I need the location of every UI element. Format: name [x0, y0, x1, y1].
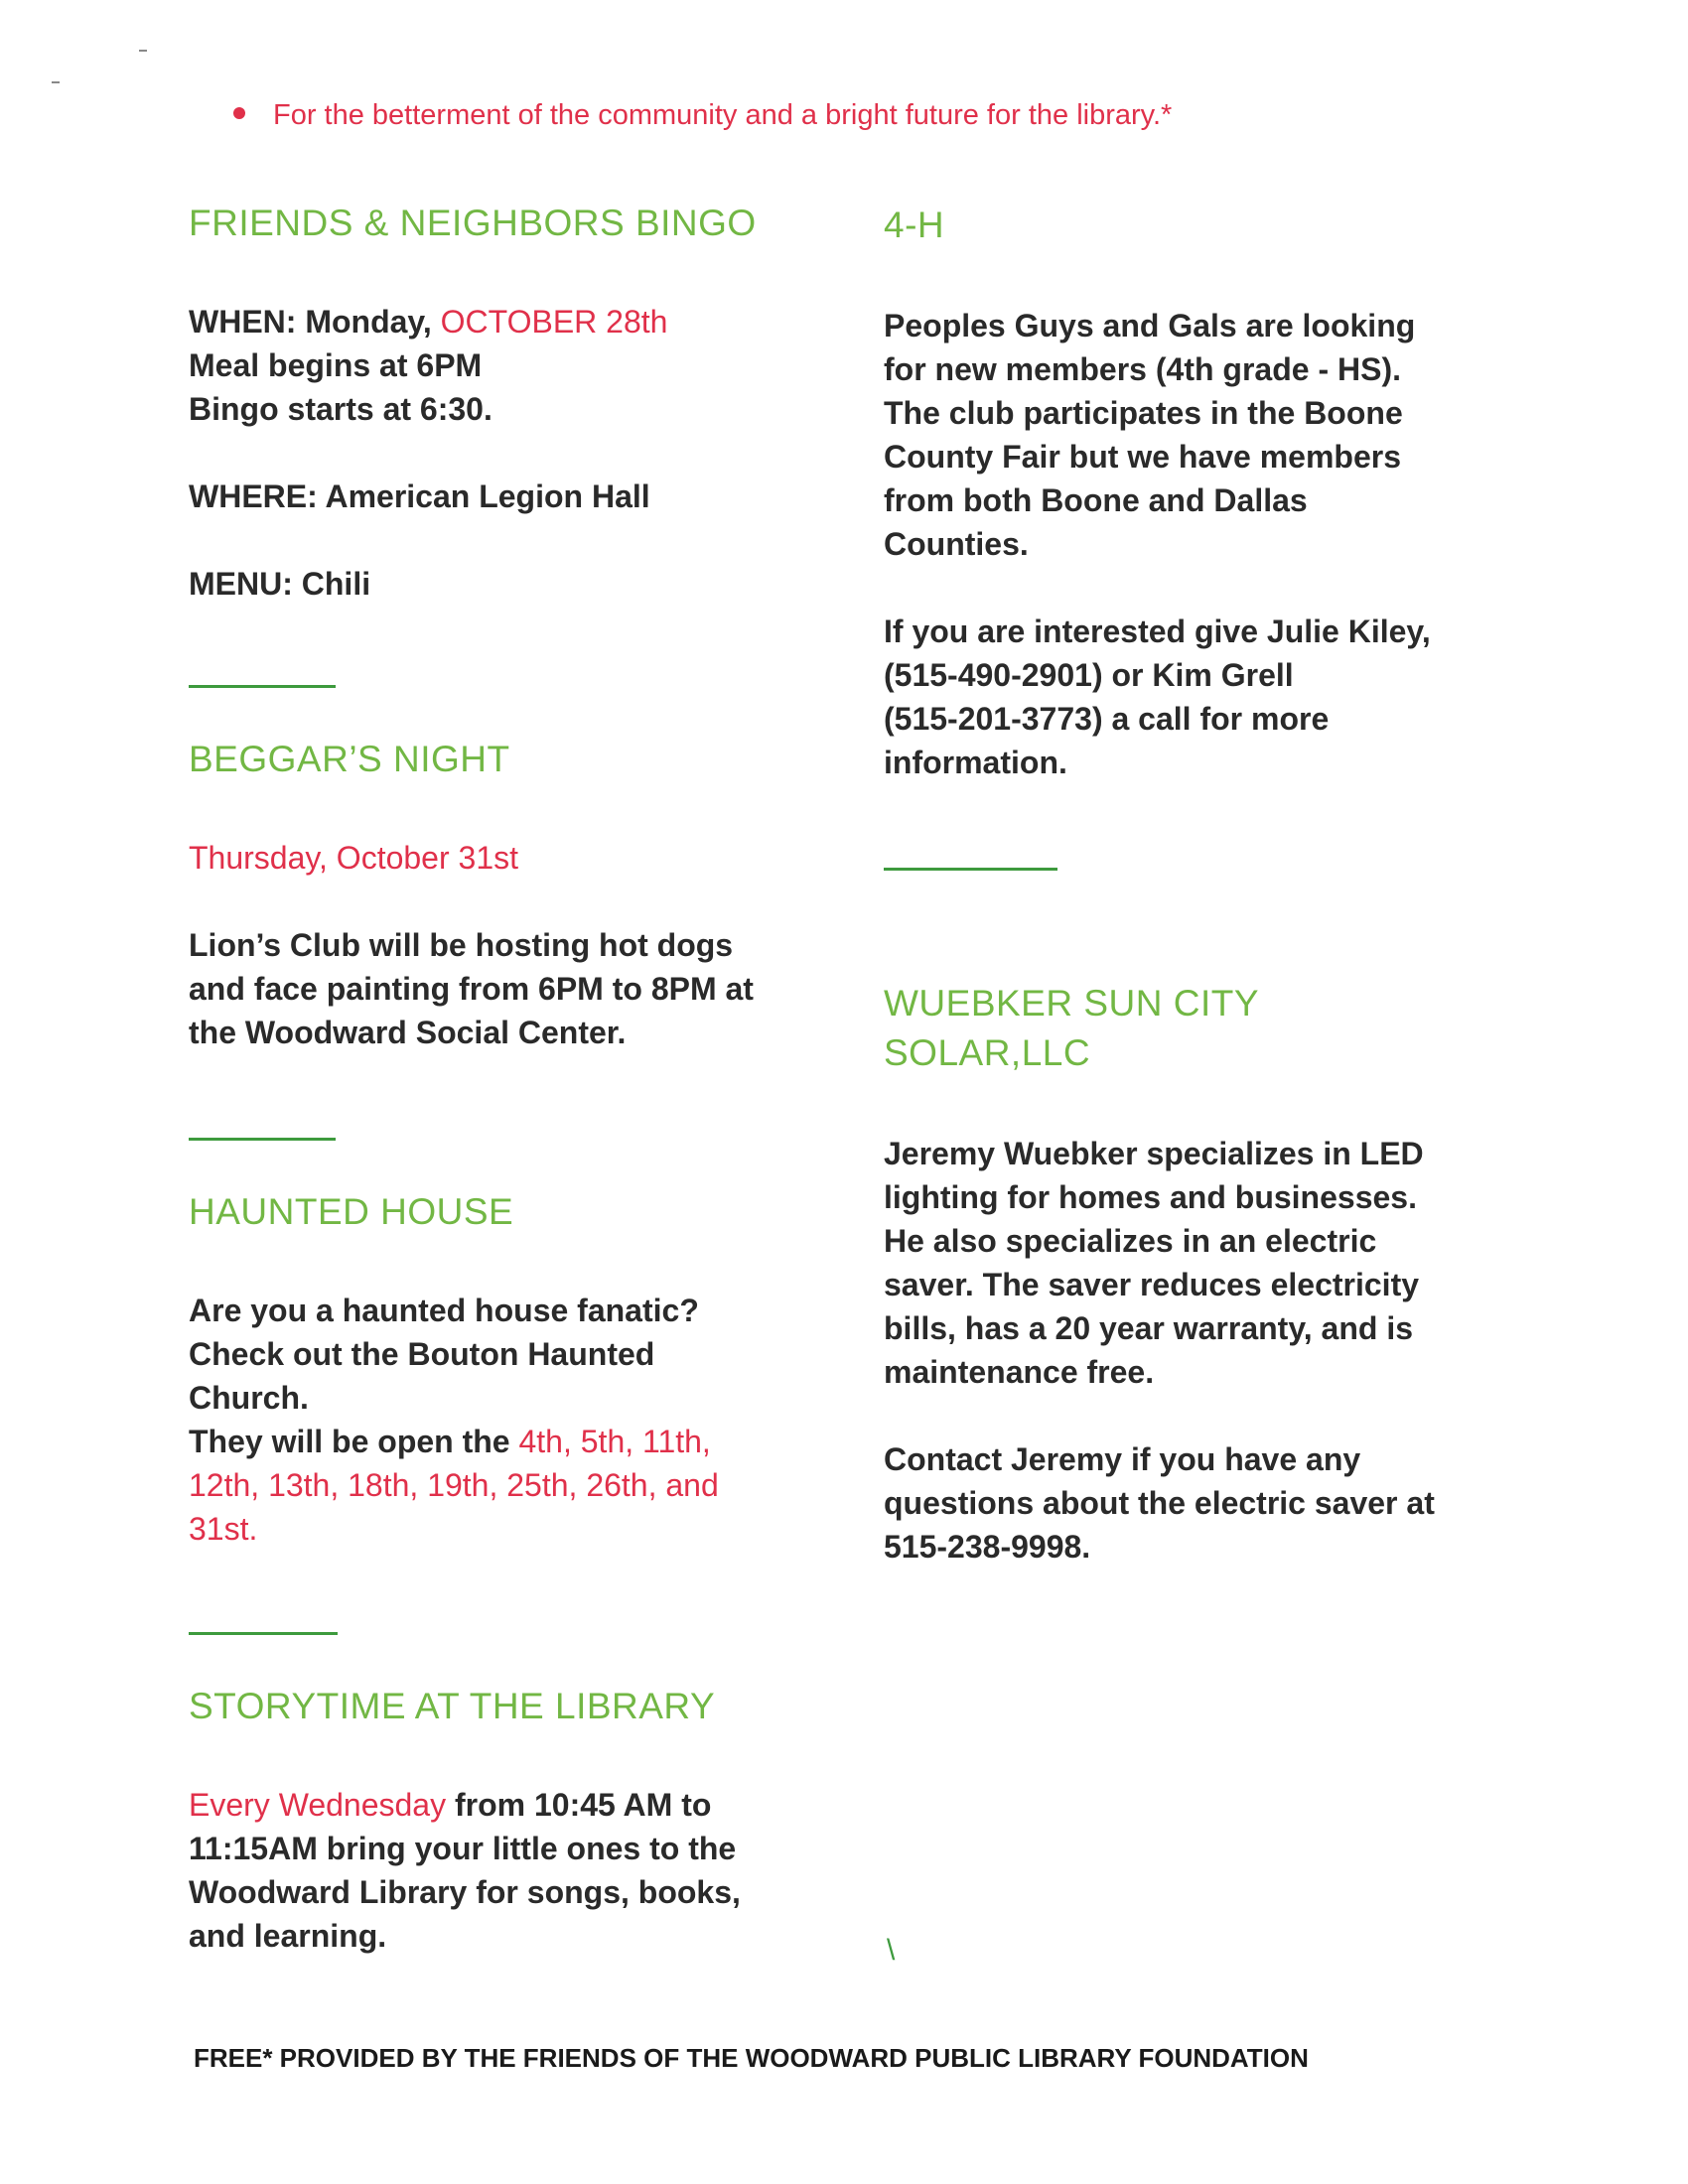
storytime-body	[189, 1783, 844, 1958]
haunted-heading: HAUNTED HOUSE	[189, 1191, 514, 1232]
bingo-when	[189, 300, 824, 343]
solar-line: lighting for homes and businesses.	[884, 1179, 1417, 1215]
fourh-line: If you are interested give Julie Kiley,	[884, 614, 1431, 649]
bullet-icon	[233, 107, 245, 119]
bingo-heading: FRIENDS & NEIGHBORS BINGO	[189, 203, 757, 243]
bingo-start: Bingo starts at 6:30.	[189, 391, 492, 427]
haunted-open-dates	[189, 1420, 844, 1463]
storytime-line: 11:15AM bring your little ones to the	[189, 1831, 737, 1866]
bingo-when-date: OCTOBER 28th	[440, 304, 668, 340]
haunted-line: Check out the Bouton Haunted	[189, 1336, 655, 1372]
fourh-paragraph-1	[884, 304, 1519, 566]
storytime-time: from 10:45 AM to	[446, 1787, 712, 1823]
solar-paragraph-2	[884, 1437, 1539, 1569]
intro-bullet	[233, 99, 1172, 132]
solar-line: He also specializes in an electric	[884, 1223, 1377, 1259]
solar-heading	[884, 979, 1259, 1078]
haunted-dates: 12th, 13th, 18th, 19th, 25th, 26th, and	[189, 1467, 719, 1503]
beggars-line: Lion’s Club will be hosting hot dogs	[189, 927, 734, 963]
solar-line: maintenance free.	[884, 1354, 1155, 1390]
storytime-line: and learning.	[189, 1918, 387, 1954]
solar-paragraph-1	[884, 1132, 1539, 1394]
fourh-line: Counties.	[884, 526, 1029, 562]
haunted-line: Church.	[189, 1380, 309, 1416]
bingo-where: WHERE: American Legion Hall	[189, 478, 650, 514]
storytime-line: Woodward Library for songs, books,	[189, 1874, 741, 1910]
section-divider	[189, 685, 336, 688]
scan-speck	[139, 50, 147, 52]
haunted-dates: 4th, 5th, 11th,	[518, 1424, 711, 1459]
solar-line: 515-238-9998.	[884, 1529, 1091, 1565]
section-divider	[189, 1138, 336, 1141]
beggars-line: and face painting from 6PM to 8PM at	[189, 971, 754, 1007]
haunted-dates: 31st.	[189, 1511, 258, 1547]
scan-speck	[52, 81, 60, 83]
solar-line: Contact Jeremy if you have any	[884, 1441, 1361, 1477]
bingo-when-label: WHEN: Monday,	[189, 304, 441, 340]
fourh-line: (515-201-3773) a call for more	[884, 701, 1330, 737]
footer-credit: FREE* PROVIDED BY THE FRIENDS OF THE WOODWARD PUBLIC LIBRARY FOUNDATION	[194, 2043, 1309, 2073]
solar-line: bills, has a 20 year warranty, and is	[884, 1310, 1413, 1346]
beggars-heading: BEGGAR’S NIGHT	[189, 739, 510, 779]
solar-heading-line: WUEBKER SUN CITY	[884, 983, 1260, 1024]
fourh-paragraph-2	[884, 610, 1539, 784]
storytime-heading: STORYTIME AT THE LIBRARY	[189, 1686, 716, 1726]
fourh-heading: 4-H	[884, 205, 945, 245]
beggars-date: Thursday, October 31st	[189, 840, 518, 876]
fourh-line: County Fair but we have members	[884, 439, 1402, 475]
haunted-body	[189, 1289, 844, 1551]
fourh-line: for new members (4th grade - HS).	[884, 351, 1401, 387]
fourh-line: from both Boone and Dallas	[884, 482, 1308, 518]
solar-line: Jeremy Wuebker specializes in LED	[884, 1136, 1424, 1171]
haunted-line: Are you a haunted house fanatic?	[189, 1293, 699, 1328]
beggars-body	[189, 923, 834, 1054]
bingo-details	[189, 300, 824, 431]
fourh-line: Peoples Guys and Gals are looking	[884, 308, 1416, 343]
section-divider	[189, 1632, 338, 1635]
storytime-line	[189, 1783, 844, 1827]
storytime-day: Every Wednesday	[189, 1787, 447, 1823]
solar-line: questions about the electric saver at	[884, 1485, 1435, 1521]
bingo-meal: Meal begins at 6PM	[189, 347, 483, 383]
fourh-line: (515-490-2901) or Kim Grell	[884, 657, 1294, 693]
solar-heading-line: SOLAR,LLC	[884, 1032, 1091, 1073]
beggars-line: the Woodward Social Center.	[189, 1015, 627, 1050]
solar-line: saver. The saver reduces electricity	[884, 1267, 1420, 1302]
fourh-line: The club participates in the Boone	[884, 395, 1403, 431]
bingo-menu: MENU: Chili	[189, 566, 371, 602]
haunted-open-prefix: They will be open the	[189, 1424, 519, 1459]
section-divider	[884, 868, 1057, 871]
intro-bullet-text: For the betterment of the community and a bright future for the library.*	[273, 99, 1173, 131]
stray-mark: \	[887, 1934, 896, 1967]
fourh-line: information.	[884, 745, 1067, 780]
